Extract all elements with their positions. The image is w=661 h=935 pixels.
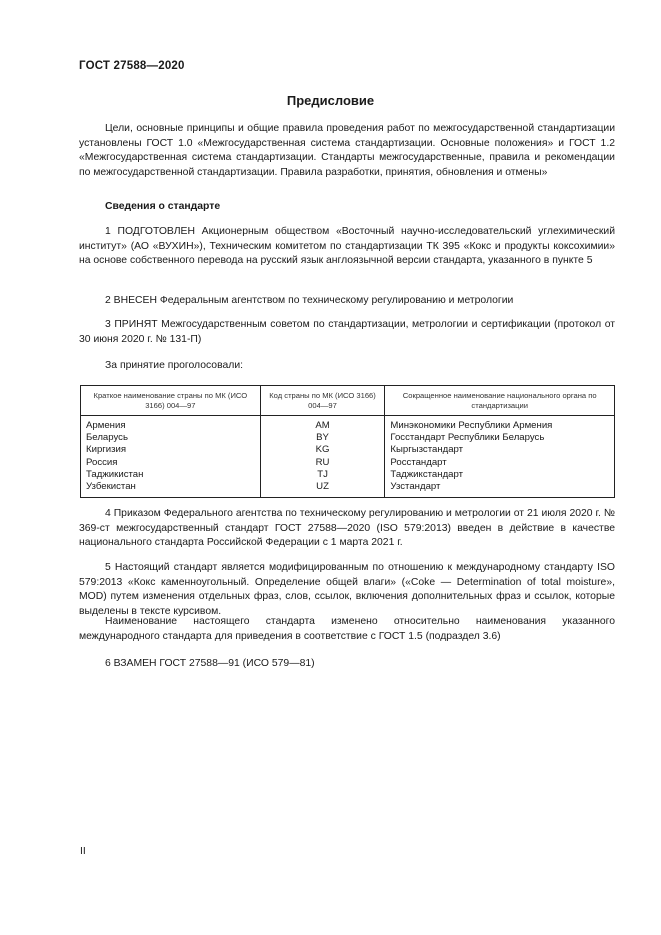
body-cell: Росстандарт (385, 457, 615, 469)
country-cell: Беларусь (86, 432, 128, 444)
info-heading: Сведения о стандарте (105, 201, 221, 212)
intro-paragraph: Цели, основные принципы и общие правила проведения работ по межгосударственной стандартизации установлены ГОСТ 1.0 «Межгосударственная система стандартизации. Основные положения» и ГОСТ 1.2 «Межгосударственная система стандартизации. Стандарты межгосударственные, правила и рекомендации по межгосударственной стандартизации. Правила разработки, принятия, обновления и отмены» (79, 123, 615, 178)
column-header-body: Сокращенное наименование национального органа по стандартизации (385, 386, 615, 416)
vote-table-header-row (81, 386, 615, 416)
code-cell: RU (260, 457, 385, 469)
document-id-header: ГОСТ 27588—2020 (79, 60, 185, 72)
item-5-paragraph: 5 Настоящий стандарт является модифицированным по отношению к международному стандарту ISO 579:2013 «Кокс каменноугольный. Определение общей влаги» («Coke — Determination of total moisture», MOD) путем изменения отдельных фраз, слов, ссылок, включения дополнительных фраз и ссылок, которые выделены в тексте курсивом. (79, 562, 615, 617)
column-header-country: Краткое наименование страны по МК (ИСО 3166) 004—97 (81, 386, 261, 416)
item-2-paragraph: 2 ВНЕСЕН Федеральным агентством по техническому регулированию и метрологии (105, 295, 514, 306)
country-cell: Таджикистан (86, 468, 144, 480)
code-cell: KG (260, 444, 385, 456)
body-cell: Узстандарт (385, 481, 615, 498)
body-cell: Кыргызстандарт (385, 444, 615, 456)
table-row (81, 444, 615, 456)
table-row (81, 469, 615, 481)
code-cell: UZ (260, 481, 385, 498)
body-cell: Таджикстандарт (385, 469, 615, 481)
code-cell: BY (260, 432, 385, 444)
table-row (81, 416, 615, 433)
vote-table (80, 385, 615, 498)
item-1-paragraph: 1 ПОДГОТОВЛЕН Акционерным обществом «Восточный научно-исследовательский углехимический институт» (АО «ВУХИН»), Техническим комитетом по стандартизации ТК 395 «Кокс и продукты коксохимии» на основе собственного перевода на русский язык англоязычной версии стандарта, указанного в пункте 5 (79, 226, 615, 267)
item-5-note-paragraph: Наименование настоящего стандарта изменено относительно наименования указанного международного стандарта для приведения в соответствие с ГОСТ 1.5 (подраздел 3.6) (79, 616, 615, 642)
page-number: II (80, 846, 86, 857)
body-cell: Госстандарт Республики Беларусь (385, 432, 615, 444)
code-cell: AM (260, 416, 385, 433)
country-cell: Армения (86, 420, 126, 431)
body-cell: Минэкономики Республики Армения (385, 416, 615, 433)
country-cell: Киргизия (86, 444, 127, 456)
table-row (81, 481, 615, 498)
item-6-paragraph: 6 ВЗАМЕН ГОСТ 27588—91 (ИСО 579—81) (105, 658, 315, 669)
column-header-code: Код страны по МК (ИСО 3166) 004—97 (260, 386, 385, 416)
page-title: Предисловие (286, 93, 375, 108)
item-3-paragraph: 3 ПРИНЯТ Межгосударственным советом по стандартизации, метрологии и сертификации (протокол от 30 июня 2020 г. № 131-П) (79, 319, 615, 345)
table-row (81, 457, 615, 469)
country-cell: Узбекистан (86, 481, 136, 493)
table-row (81, 432, 615, 444)
code-cell: TJ (260, 469, 385, 481)
vote-label: За принятие проголосовали: (105, 360, 244, 371)
item-4-paragraph: 4 Приказом Федерального агентства по техническому регулированию и метрологии от 21 июля 2020 г. № 369-ст межгосударственный стандарт ГОСТ 27588—2020 (ISO 579:2013) введен в действие в качестве национального стандарта Российской Федерации с 1 марта 2021 г. (79, 508, 615, 549)
country-cell: Россия (86, 456, 118, 468)
